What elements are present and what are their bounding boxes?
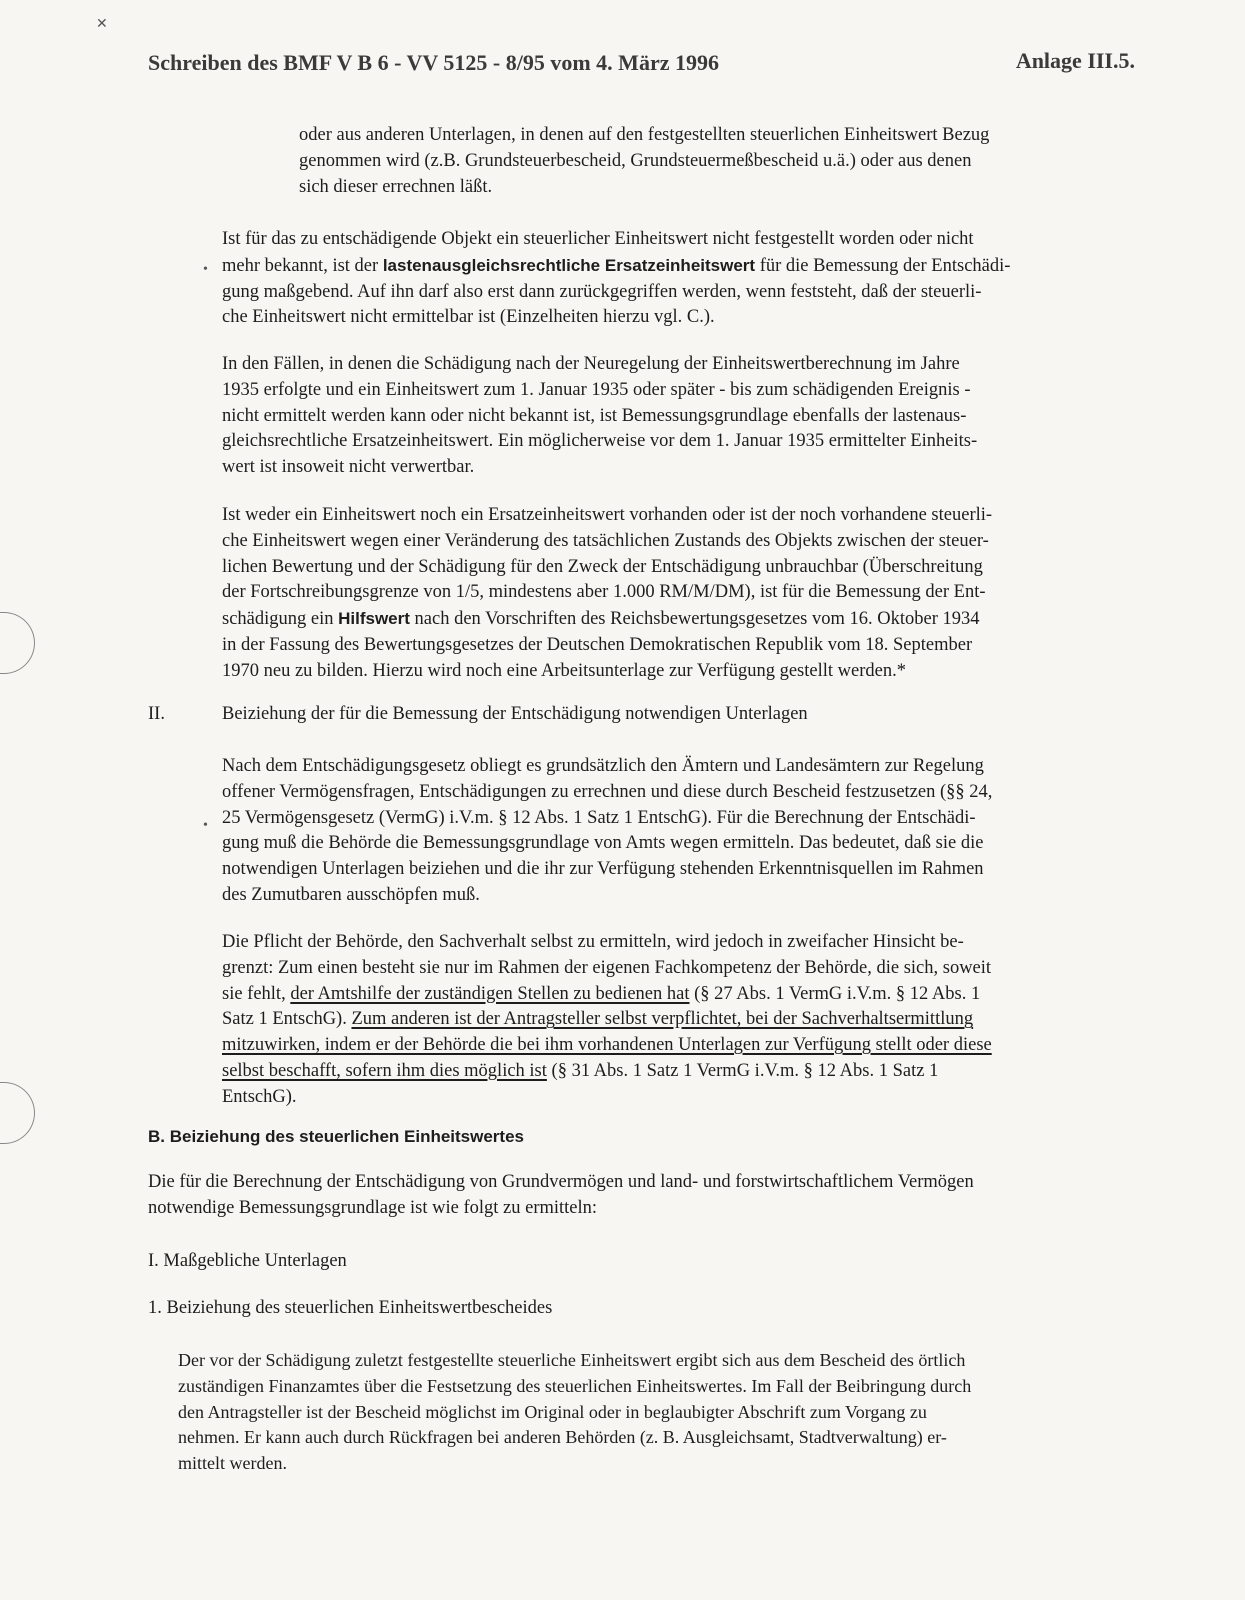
text-segment: sie fehlt, [222, 983, 291, 1004]
text-line: notwendigen Unterlagen beiziehen und die ihr zur Verfügung stehenden Erkenntnisquellen im Rahmen [222, 859, 984, 880]
text-line: offener Vermögensfragen, Entschädigungen zu errechnen und diese durch Bescheid festzusetzen (§§ 24, [222, 781, 993, 802]
text-line: Der vor der Schädigung zuletzt festgestellte steuerliche Einheitswert ergibt sich aus dem Bescheid des örtlich [178, 1350, 966, 1370]
text-line [222, 1059, 992, 1085]
paragraph [222, 754, 992, 909]
text-line: lichen Bewertung und der Schädigung für den Zweck der Entschädigung unbrauchbar (Überschreitung [222, 556, 983, 577]
paragraph [222, 352, 977, 481]
scan-speck: • [203, 818, 208, 833]
text-line: che Einheitswert nicht ermittelbar ist (Einzelheiten hierzu vgl. C.). [222, 307, 715, 328]
subsection-heading: I. Maßgebliche Unterlagen [148, 1251, 347, 1271]
text-line: oder aus anderen Unterlagen, in denen auf den festgestellten steuerlichen Einheitswert Bezug [299, 125, 990, 145]
text-line: gleichsrechtliche Ersatzeinheitswert. Ein möglicherweise vor dem 1. Januar 1935 ermittelter Einheits- [222, 431, 978, 452]
text-line: Ist für das zu entschädigende Objekt ein steuerlicher Einheitswert nicht festgestellt worden oder nicht [222, 229, 974, 249]
scan-speck: • [203, 262, 208, 277]
text-line: Nach dem Entschädigungsgesetz obliegt es grundsätzlich den Ämtern und Landesämtern zur Regelung [222, 756, 984, 776]
text-line: 25 Vermögensgesetz (VermG) i.V.m. § 12 Abs. 1 Satz 1 EntschG). Für die Berechnung der Entschädi- [222, 807, 976, 828]
underlined-text: Zum anderen ist der Antragsteller selbst verpflichtet, bei der Sachverhaltsermittlung [351, 1009, 974, 1030]
text-line [222, 1033, 992, 1059]
underlined-text: selbst beschafft, sofern ihm dies möglich ist [222, 1060, 547, 1081]
text-line: grenzt: Zum einen besteht sie nur im Rahmen der eigenen Fachkompetenz der Behörde, die sich, soweit [222, 957, 992, 978]
scan-speck: ✕ [96, 17, 108, 32]
text-line: der Fortschreibungsgrenze von 1/5, mindestens aber 1.000 RM/M/DM), ist für die Bemessung der Ent- [222, 582, 986, 603]
text-segment: schädigung ein [222, 609, 339, 630]
paragraph [222, 227, 1010, 331]
page-header-annex: Anlage III.5. [1015, 48, 1135, 73]
text-line: gung maßgebend. Auf ihn darf also erst dann zurückgegriffen werden, wenn feststeht, daß der steuerli- [222, 281, 982, 302]
text-line: Die Pflicht der Behörde, den Sachverhalt selbst zu ermitteln, wird jedoch in zweifacher Hinsicht be- [222, 932, 964, 952]
text-line: des Zumutbaren ausschöpfen muß. [222, 884, 480, 905]
text-line: Die für die Berechnung der Entschädigung von Grundvermögen und land- und forstwirtschaftlichem Vermögen [148, 1172, 974, 1192]
text-segment: Satz 1 EntschG). [222, 1009, 352, 1030]
text-segment: mehr bekannt, ist der [222, 255, 383, 276]
text-segment: (§ 31 Abs. 1 Satz 1 VermG i.V.m. § 12 Abs. 1 Satz 1 [546, 1060, 939, 1081]
text-line: notwendige Bemessungsgrundlage ist wie folgt zu ermitteln: [148, 1197, 598, 1218]
section-heading: Beiziehung der für die Bemessung der Entschädigung notwendigen Unterlagen [222, 704, 808, 724]
text-segment: für die Bemessung der Entschädi- [755, 255, 1011, 276]
text-line: genommen wird (z.B. Grundsteuerbescheid, Grundsteuermeßbescheid u.ä.) oder aus denen [299, 150, 972, 171]
text-line [222, 253, 1010, 280]
bold-term: Hilfswert [338, 609, 410, 629]
text-line: den Antragsteller ist der Bescheid möglichst im Original oder in beglaubigter Abschrift zum Vorgang zu [178, 1401, 927, 1422]
text-line: mittelt werden. [178, 1453, 287, 1474]
text-line: che Einheitswert wegen einer Veränderung des tatsächlichen Zustands des Objekts zwischen der steuer- [222, 530, 989, 551]
paragraph [299, 123, 989, 200]
paragraph [148, 1170, 974, 1222]
section-number: II. [148, 704, 165, 724]
underlined-text: mitzuwirken, indem er der Behörde die bei ihm vorhandenen Unterlagen zur Verfügung stellt oder diese [222, 1035, 992, 1056]
text-line: in der Fassung des Bewertungsgesetzes der Deutschen Demokratischen Republik vom 18. September [222, 634, 973, 655]
text-line [222, 606, 992, 633]
paragraph [222, 930, 992, 1111]
text-line: wert ist insoweit nicht verwertbar. [222, 457, 475, 478]
text-line [222, 1007, 992, 1033]
page-header-title: Schreiben des BMF V B 6 - VV 5125 - 8/95 vom 4. März 1996 [148, 50, 719, 75]
text-segment: nach den Vorschriften des Reichsbewertungsgesetzes vom 16. Oktober 1934 [409, 609, 980, 630]
text-line [222, 982, 992, 1008]
text-line: sich dieser errechnen läßt. [299, 176, 493, 197]
text-line: 1970 neu zu bilden. Hierzu wird noch eine Arbeitsunterlage zur Verfügung gestellt werden.* [222, 660, 906, 681]
punch-hole-mark [0, 1082, 35, 1144]
paragraph [222, 503, 992, 685]
section-heading-bold: B. Beiziehung des steuerlichen Einheitswertes [148, 1127, 524, 1146]
text-line: gung muß die Behörde die Bemessungsgrundlage von Amts wegen ermitteln. Das bedeutet, daß sie die [222, 833, 984, 854]
text-line: zuständigen Finanzamtes über die Festsetzung des steuerlichen Einheitswertes. Im Fall der Beibringung durch [178, 1375, 972, 1396]
subsection-heading: 1. Beiziehung des steuerlichen Einheitswertbescheides [148, 1298, 553, 1318]
text-line: 1935 erfolgte und ein Einheitswert zum 1. Januar 1935 oder später - bis zum schädigenden Ereignis - [222, 379, 971, 400]
text-line: nicht ermittelt werden kann oder nicht bekannt ist, ist Bemessungsgrundlage ebenfalls der lastenaus- [222, 405, 967, 426]
punch-hole-mark [0, 612, 35, 674]
paragraph [178, 1348, 971, 1477]
text-line: Ist weder ein Einheitswert noch ein Ersatzeinheitswert vorhanden oder ist der noch vorhandene steuerli- [222, 505, 993, 525]
text-line: In den Fällen, in denen die Schädigung nach der Neuregelung der Einheitswertberechnung im Jahre [222, 354, 960, 374]
text-line: EntschG). [222, 1086, 297, 1107]
text-line: nehmen. Er kann auch durch Rückfragen bei anderen Behörden (z. B. Ausgleichsamt, Stadtverwaltung) er- [178, 1427, 947, 1448]
bold-term: lastenausgleichsrechtliche Ersatzeinheitswert [382, 255, 756, 275]
text-segment: (§ 27 Abs. 1 VermG i.V.m. § 12 Abs. 1 [689, 983, 981, 1004]
underlined-text: der Amtshilfe der zuständigen Stellen zu bedienen hat [290, 983, 690, 1004]
